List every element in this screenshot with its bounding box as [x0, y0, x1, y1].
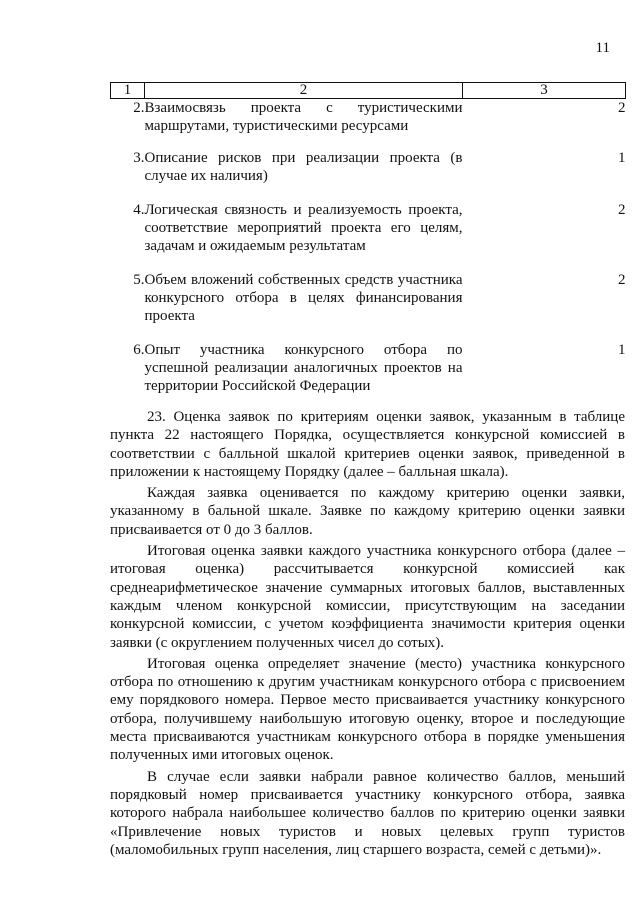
criteria-table [110, 82, 626, 395]
body-text [110, 408, 625, 862]
criterion-score: 1 [618, 150, 626, 166]
criterion-name: Опыт участника конкурсного отбора по успешной реализации аналогичных проектов на территории Российской Федерации [144, 342, 463, 394]
table-row [111, 271, 626, 341]
row-number: 5. [133, 272, 145, 288]
table-header-row [111, 83, 626, 99]
table-row [111, 201, 626, 271]
criterion-score: 1 [618, 342, 626, 358]
paragraph: Итоговая оценка заявки каждого участника конкурсного отбора (далее – итоговая оценка) рассчитывается конкурсной комиссией как среднеарифметическое значение суммарных итоговых баллов, выставленных каждым членом конкурсной комиссии, присутствующим на заседании конкурсной комиссии, с учетом коэффициента значимости критерия оценки заявки (с округлением полученных чисел до сотых). [110, 543, 625, 651]
criterion-score: 2 [618, 100, 626, 116]
header-col-criterion: 2 [145, 83, 463, 99]
header-col-score: 3 [463, 83, 626, 99]
criterion-score: 2 [618, 202, 626, 218]
criterion-name: Логическая связность и реализуемость проекта, соответствие мероприятий проекта его целям, задачам и ожидаемым результатам [144, 202, 463, 254]
criterion-name: Описание рисков при реализации проекта (в случае их наличия) [144, 150, 463, 184]
paragraph: Итоговая оценка определяет значение (место) участника конкурсного отбора по отношению к другим участникам конкурсного отбора с присвоением ему порядкового номера. Первое место присваивается участнику конкурсного отбора, получившему наибольшую итоговую оценку, второе и последующие места присваиваются участникам конкурсного отбора в порядке уменьшения полученных ими итоговых оценок. [110, 655, 625, 764]
criterion-score: 2 [618, 272, 626, 288]
header-col-number: 1 [111, 83, 145, 99]
criterion-name: Объем вложений собственных средств участника конкурсного отбора в целях финансирования проекта [144, 272, 463, 324]
row-number: 4. [133, 202, 145, 218]
table-row [111, 149, 626, 201]
page-number: 11 [595, 40, 610, 56]
row-number: 6. [133, 342, 145, 358]
row-number: 3. [133, 150, 145, 166]
paragraph: В случае если заявки набрали равное количество баллов, меньший порядковый номер присваивается участнику конкурсного отбора, заявка которого набрала наибольшее количество баллов по критерию оценки заявки «Привлечение новых туристов и новых целевых групп туристов (маломобильных групп населения, лиц старшего возраста, семей с детьми)». [110, 768, 625, 858]
criterion-name: Взаимосвязь проекта с туристическими маршрутами, туристическими ресурсами [144, 100, 463, 134]
table-row [111, 99, 626, 150]
paragraph: Каждая заявка оценивается по каждому критерию оценки заявки, указанному в бальной шкале. Заявке по каждому критерию оценки заявки присваивается от 0 до 3 баллов. [110, 485, 625, 538]
paragraph-23: 23. Оценка заявок по критериям оценки заявок, указанным в таблице пункта 22 настоящего Порядка, осуществляется конкурсной комиссией в соответствии с балльной шкалой критериев оценки заявок, приведенной в приложении к настоящему Порядку (далее – балльная шкала). [110, 409, 625, 480]
table-row [111, 341, 626, 395]
row-number: 2. [133, 100, 145, 116]
